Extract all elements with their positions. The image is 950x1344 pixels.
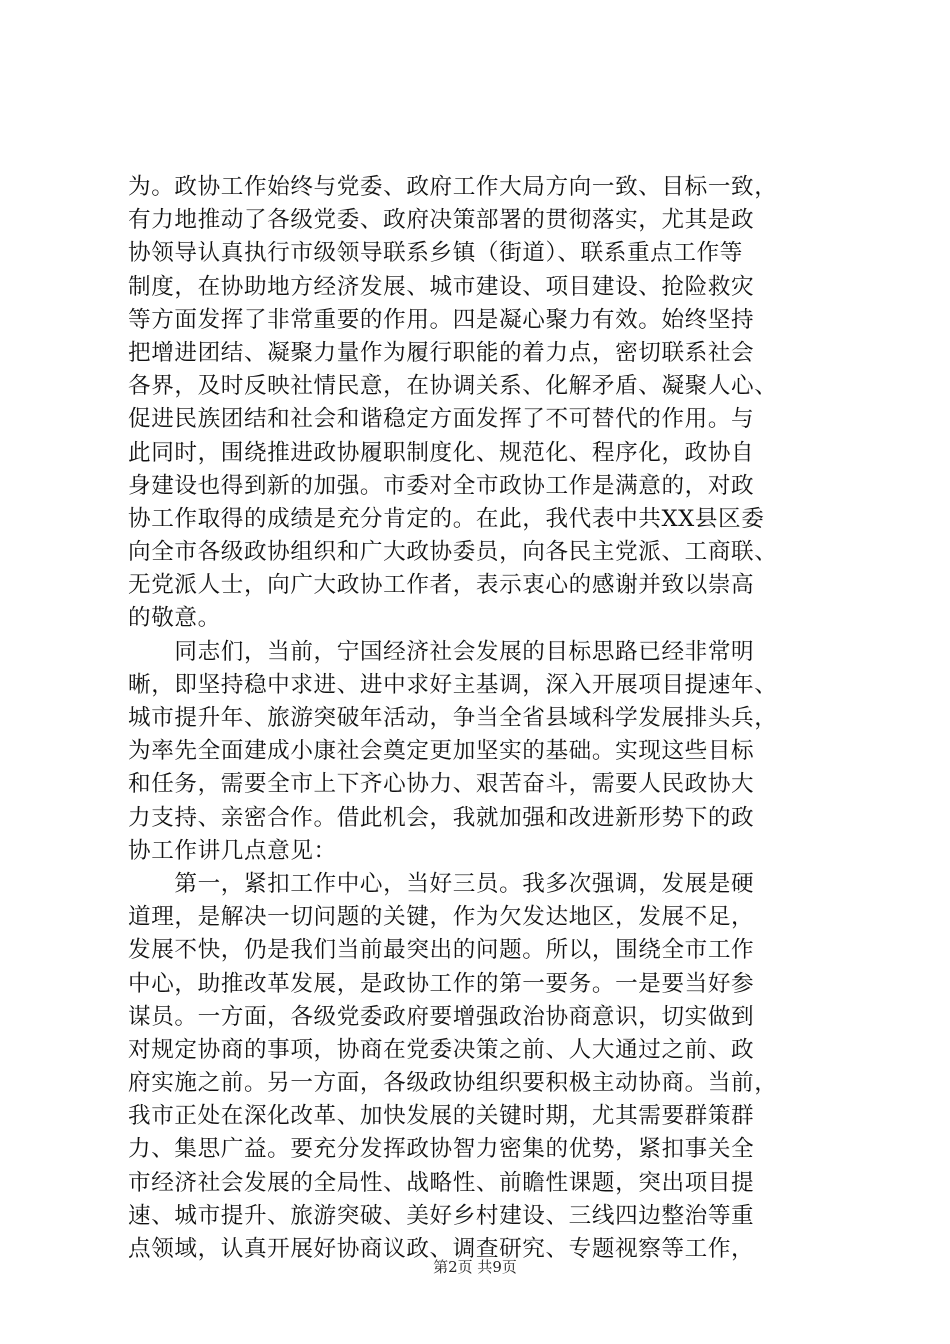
text-line: 有力地推动了各级党委、政府决策部署的贯彻落实，尤其是政 xyxy=(128,207,755,234)
text-line: 制度，在协助地方经济发展、城市建设、项目建设、抢险救灾 xyxy=(128,273,755,300)
text-line: 此同时，围绕推进政协履职制度化、规范化、程序化，政协自 xyxy=(128,439,755,466)
text-line: 和任务，需要全市上下齐心协力、艰苦奋斗，需要人民政协大 xyxy=(128,771,755,798)
text-line: 点领域，认真开展好协商议政、调查研究、专题视察等工作， xyxy=(128,1236,755,1262)
text-line: 城市提升年、旅游突破年活动，争当全省县域科学发展排头兵， xyxy=(128,705,778,731)
text-line: 发展不快，仍是我们当前最突出的问题。所以，围绕全市工作 xyxy=(128,937,755,964)
text-line: 力支持、亲密合作。借此机会，我就加强和改进新形势下的政 xyxy=(128,804,755,831)
text-line: 中心，助推改革发展，是政协工作的第一要务。一是要当好参 xyxy=(128,970,755,997)
text-line: 速、城市提升、旅游突破、美好乡村建设、三线四边整治等重 xyxy=(128,1202,755,1229)
text-line: 市经济社会发展的全局性、战略性、前瞻性课题，突出项目提 xyxy=(128,1169,755,1196)
text-line: 晰，即坚持稳中求进、进中求好主基调，深入开展项目提速年、 xyxy=(128,671,778,698)
text-line: 我市正处在深化改革、加快发展的关键时期，尤其需要群策群 xyxy=(128,1103,755,1130)
text-line: 谋员。一方面，各级党委政府要增强政治协商意识，切实做到 xyxy=(128,1003,755,1030)
text-line: 道理，是解决一切问题的关键，作为欠发达地区，发展不足， xyxy=(128,904,755,931)
text-line: 为率先全面建成小康社会奠定更加坚实的基础。实现这些目标 xyxy=(128,738,755,765)
text-line: 力、集思广益。要充分发挥政协智力密集的优势，紧扣事关全 xyxy=(128,1136,755,1163)
page-footer: 第2页 共9页 xyxy=(433,1258,517,1276)
text-line: 协工作讲几点意见： xyxy=(128,837,337,864)
text-line: 的敬意。 xyxy=(128,605,221,632)
text-line: 协工作取得的成绩是充分肯定的。在此，我代表中共XX县区委 xyxy=(128,505,765,532)
text-line: 等方面发挥了非常重要的作用。四是凝心聚力有效。始终坚持 xyxy=(128,306,755,333)
text-line: 各界，及时反映社情民意，在协调关系、化解矛盾、凝聚人心、 xyxy=(128,373,778,400)
text-line: 无党派人士，向广大政协工作者，表示衷心的感谢并致以崇高 xyxy=(128,572,755,599)
text-line: 为。政协工作始终与党委、政府工作大局方向一致、目标一致， xyxy=(128,174,778,200)
text-line: 第一，紧扣工作中心，当好三员。我多次强调，发展是硬 xyxy=(128,870,755,897)
text-line: 协领导认真执行市级领导联系乡镇（街道）、联系重点工作等 xyxy=(128,240,743,267)
text-line: 把增进团结、凝聚力量作为履行职能的着力点，密切联系社会 xyxy=(128,339,755,366)
text-line: 同志们，当前，宁国经济社会发展的目标思路已经非常明 xyxy=(128,638,755,665)
text-line: 向全市各级政协组织和广大政协委员，向各民主党派、工商联、 xyxy=(128,539,778,566)
document-body xyxy=(128,171,828,1266)
text-line: 府实施之前。另一方面，各级政协组织要积极主动协商。当前， xyxy=(128,1070,778,1097)
text-line: 身建设也得到新的加强。市委对全市政协工作是满意的，对政 xyxy=(128,472,755,499)
text-line: 促进民族团结和社会和谐稳定方面发挥了不可替代的作用。与 xyxy=(128,406,755,433)
text-line: 对规定协商的事项，协商在党委决策之前、人大通过之前、政 xyxy=(128,1036,755,1063)
